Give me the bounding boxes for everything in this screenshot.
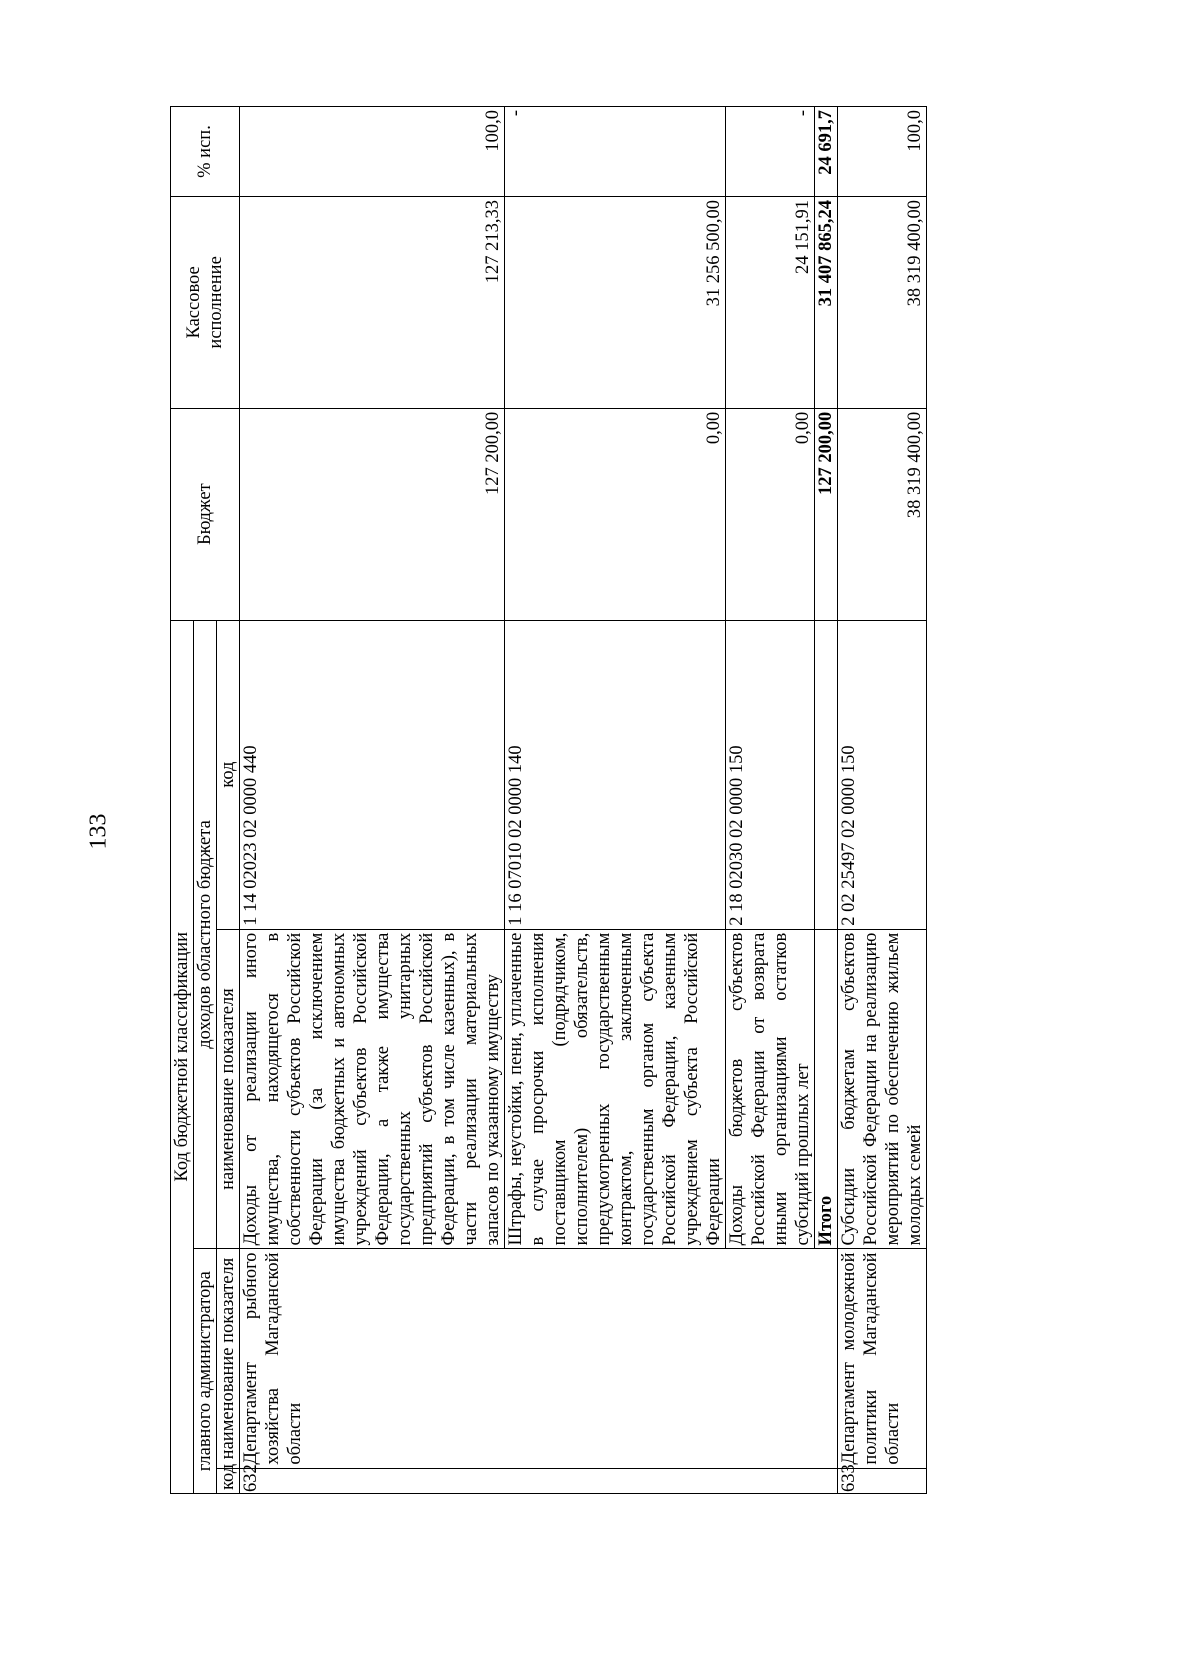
cash-value: 24 151,91 xyxy=(726,197,815,409)
total-pct: 24 691,7 xyxy=(815,107,838,197)
pct-value: 100,0 xyxy=(838,107,927,197)
income-code: 2 02 25497 02 0000 150 xyxy=(838,620,927,929)
header-admin-name: наименование показателя xyxy=(217,1249,240,1468)
admin-code: 632 xyxy=(240,1468,838,1493)
admin-name xyxy=(240,1249,838,1468)
pct-value: 100,0 xyxy=(240,107,505,197)
table-row xyxy=(240,107,505,1494)
budget-value: 127 200,00 xyxy=(240,408,505,620)
cash-value: 127 213,33 xyxy=(240,197,505,409)
header-classification: Код бюджетной классификации xyxy=(171,620,194,1493)
header-pct: % исп. xyxy=(171,107,240,197)
rotated-table-container xyxy=(170,106,994,1494)
income-code: 1 16 07010 02 0000 140 xyxy=(505,620,726,929)
header-income-group: доходов областного бюджета xyxy=(194,620,217,1249)
header-admin-group: главного администратора xyxy=(194,1249,217,1494)
total-cash: 31 407 865,24 xyxy=(815,197,838,409)
admin-name xyxy=(838,1249,927,1468)
income-name: Доходы от реализации иного имущества, находящегося в собственности субъектов Российской Федерации (за исключением имущества бюджетных и автономных учреждений субъектов Российской Федерации, а также имущества государственных унитарных предприятий субъектов Российской Федерации, в том числе казенных), в части реализации материальных запасов по указанному имуществу xyxy=(240,929,505,1249)
income-name: Доходы бюджетов субъектов Российской Федерации от возврата иными организациями остатков субсидий прошлых лет xyxy=(726,929,815,1249)
pct-value: - xyxy=(726,107,815,197)
total-budget: 127 200,00 xyxy=(815,408,838,620)
pct-value: - xyxy=(505,107,726,197)
header-code: код xyxy=(217,1468,240,1493)
admin-code: 633 xyxy=(838,1468,927,1493)
header-income-code: код xyxy=(217,620,240,929)
cash-value: 31 256 500,00 xyxy=(505,197,726,409)
table-row xyxy=(838,107,927,1494)
income-code: 2 18 02030 02 0000 150 xyxy=(726,620,815,929)
cash-value: 38 319 400,00 xyxy=(838,197,927,409)
total-label: Итого xyxy=(815,929,838,1249)
budget-value: 0,00 xyxy=(505,408,726,620)
header-cash: Кассовое исполнение xyxy=(171,197,240,409)
header-income-name: наименование показателя xyxy=(217,929,240,1249)
budget-value: 38 319 400,00 xyxy=(838,408,927,620)
budget-value: 0,00 xyxy=(726,408,815,620)
budget-table xyxy=(170,106,927,1494)
page-number: 133 xyxy=(85,813,112,850)
income-name: Штрафы, неустойки, пени, уплаченные в случае просрочки исполнения поставщиком (подрядчиком, исполнителем) обязательств, предусмотренных государственным контрактом, заключенным государственным органом субъекта Российской Федерации, казенным учреждением субъекта Российской Федерации xyxy=(505,929,726,1249)
admin-name-text: Департамент рыбного хозяйства Магаданской области xyxy=(241,1252,305,1465)
total-code-empty xyxy=(815,620,838,929)
header-budget: Бюджет xyxy=(171,408,240,620)
income-name: Субсидии бюджетам субъектов Российской Федерации на реализацию мероприятий по обеспечению жильем молодых семей xyxy=(838,929,927,1249)
admin-name-text: Департамент молодежной политики Магаданской области xyxy=(839,1252,903,1465)
income-code: 1 14 02023 02 0000 440 xyxy=(240,620,505,929)
